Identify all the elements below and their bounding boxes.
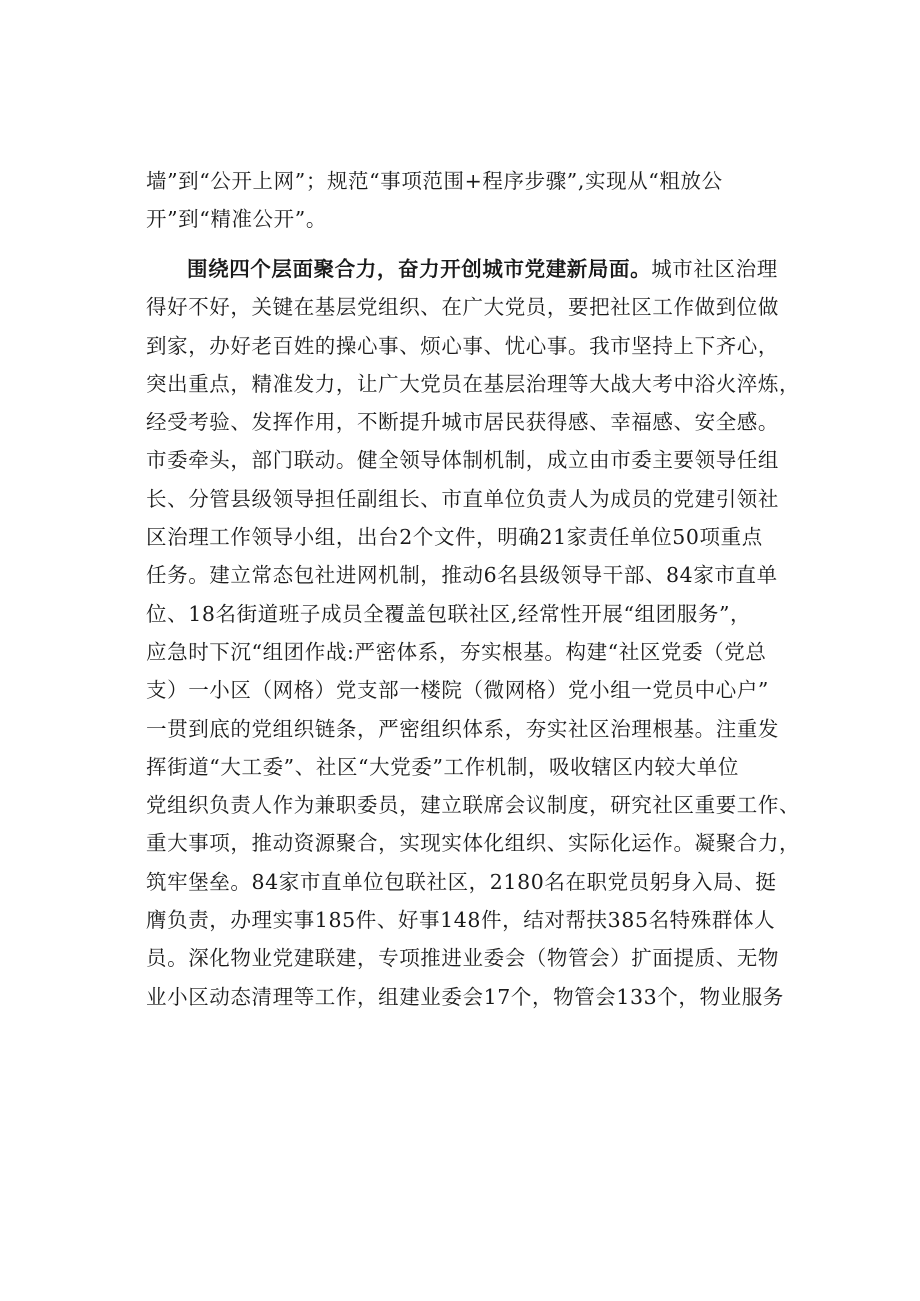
paragraph-line: 任务。建立常态包社进网机制，推动6名县级领导干部、84家市直单 xyxy=(146,563,778,588)
paragraph-line: 业小区动态清理等工作，组建业委会17个，物管会133个，物业服务 xyxy=(146,984,784,1009)
paragraph-line: 位、18名街道班子成员全覆盖包联社区,经常性开展“组团服务”， xyxy=(146,601,752,626)
paragraph-line: 员。深化物业党建联建，专项推进业委会（物管会）扩面提质、无物 xyxy=(146,946,779,971)
paragraph-heading: 围绕四个层面聚合力，奋力开创城市党建新局面。 xyxy=(187,257,652,281)
paragraph-line: 经受考验、发挥作用，不断提升城市居民获得感、幸福感、安全感。 xyxy=(146,410,779,435)
paragraph-line: 开”到“精准公开”。 xyxy=(146,207,327,232)
paragraph-line: 市委牵头，部门联动。健全领导体制机制，成立由市委主要领导任组 xyxy=(146,448,779,473)
paragraph-line: 区治理工作领导小组，出台2个文件，明确21家责任单位50项重点 xyxy=(146,525,763,550)
paragraph-line: 筑牢堡垒。84家市直单位包联社区，2180名在职党员躬身入局、挺 xyxy=(146,869,777,894)
paragraph-line: 突出重点，精准发力，让广大党员在基层治理等大战大考中浴火淬炼， xyxy=(146,371,801,396)
paragraph-line: 支）一小区（网格）党支部一楼院（微网格）党小组一党员中心户” xyxy=(146,678,769,703)
paragraph-line: 重大事项，推动资源聚合，实现实体化组织、实际化运作。凝聚合力， xyxy=(146,831,801,856)
paragraph-line: 党组织负责人作为兼职委员，建立联席会议制度，研究社区重要工作、 xyxy=(146,793,801,818)
paragraph-1 xyxy=(146,162,826,239)
paragraph-line: 一贯到底的党组织链条，严密组织体系，夯实社区治理根基。注重发 xyxy=(146,716,779,741)
paragraph-line: 得好不好，关键在基层党组织、在广大党员，要把社区工作做到位做 xyxy=(146,295,779,320)
paragraph-2 xyxy=(146,250,826,1016)
paragraph-line: 膺负责，办理实事185件、好事148件，结对帮扶385名特殊群体人 xyxy=(146,908,776,933)
paragraph-line-rest: 城市社区治理 xyxy=(651,257,778,281)
paragraph-line: 应急时下沉“组团作战:严密体系，夯实根基。构建“社区党委（党总 xyxy=(146,639,767,664)
paragraph-first-line xyxy=(146,250,826,288)
paragraph-line: 到家，办好老百姓的操心事、烦心事、忧心事。我市坚持上下齐心， xyxy=(146,333,779,358)
paragraph-line: 墙”到“公开上网”；规范“事项范围+程序步骤”,实现从“粗放公 xyxy=(146,169,723,193)
paragraph-line: 长、分管县级领导担任副组长、市直单位负责人为成员的党建引领社 xyxy=(146,486,779,511)
paragraph-line: 挥街道“大工委”、社区“大党委”工作机制，吸收辖区内较大单位 xyxy=(146,754,739,779)
